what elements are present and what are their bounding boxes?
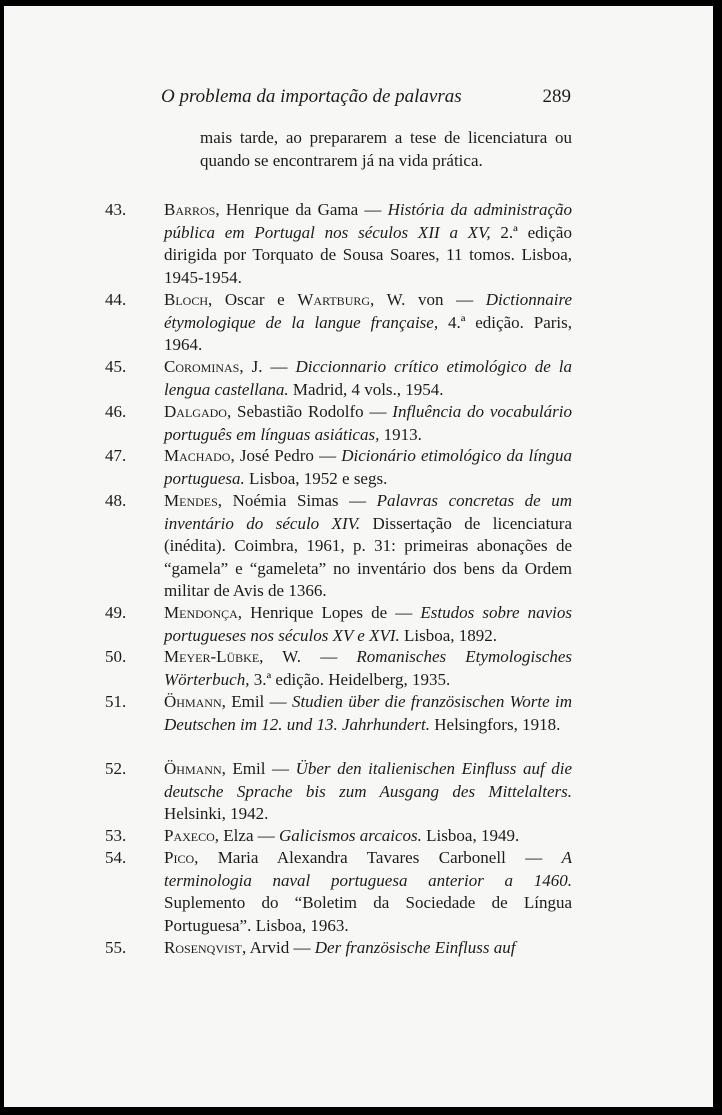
entry-author: Corominas	[164, 357, 240, 376]
page-number: 289	[542, 86, 571, 107]
entry-number: 44.	[105, 290, 127, 309]
entry-author: Dalgado	[164, 402, 227, 421]
bibliography-entry	[105, 825, 572, 848]
entry-work-title: Influência do vocabulário português em línguas asiáticas,	[164, 402, 572, 444]
entry-number: 43.	[105, 200, 127, 219]
entry-text: Mendes, Noémia Simas — Palavras concretas de um inventário do século XIV. Dissertação de licenciatura (inédita). Coimbra, 1961, p. 31: primeiras abonações de “gamela” e “gameleta” no inventário dos bens da Ordem militar de Avis de 1366.	[164, 491, 573, 600]
entry-work-title: Dicionário etimológico da língua portuguesa.	[164, 446, 572, 488]
entry-work-title: História da administração pública em Portugal nos séculos XII a XV,	[164, 200, 572, 242]
bibliography-entry	[105, 847, 572, 937]
entry-author: Mendonça	[164, 603, 238, 622]
continuation-text: mais tarde, ao prepararem a tese de licenciatura ou quando se encontrarem já na vida prática.	[200, 128, 572, 170]
entry-author: Pico	[164, 848, 195, 867]
entry-number: 47.	[105, 446, 127, 465]
entry-work-title: Galicismos arcaicos.	[279, 826, 422, 845]
entry-work-title: Diccionnario crítico etimológico de la lengua castellana.	[164, 357, 572, 399]
entry-author: Bloch	[164, 290, 209, 309]
entry-number: 49.	[105, 603, 127, 622]
entry-number: 50.	[105, 647, 127, 666]
book-page	[4, 6, 713, 1107]
entry-work-title: A terminologia naval portuguesa anterior a 1460.	[164, 848, 572, 890]
running-header	[161, 84, 571, 110]
entry-author: Mendes	[164, 491, 218, 510]
entry-text: Öhmann, Emil — Studien über die französischen Worte im Deutschen im 12. und 13. Jahrhundert. Helsingfors, 1918.	[164, 692, 573, 734]
bibliography-entry	[105, 490, 572, 603]
entry-work-title: Studien über die französischen Worte im Deutschen im 12. und 13. Jahrhundert.	[164, 692, 573, 734]
bibliography-entry	[105, 199, 572, 289]
bibliography-entry	[105, 289, 572, 357]
bibliography-entry	[105, 356, 572, 401]
entry-number: 48.	[105, 491, 127, 510]
entry-author: Öhmann	[164, 692, 222, 711]
entry-author: Machado	[164, 446, 231, 465]
bibliography-entry	[105, 445, 572, 490]
entry-author: Öhmann	[164, 759, 222, 778]
entry-number: 55.	[105, 938, 127, 957]
entry-number: 45.	[105, 357, 127, 376]
entry-text: Paxeco, Elza — Galicismos arcaicos. Lisboa, 1949.	[164, 826, 520, 845]
bibliography-entry	[105, 401, 572, 446]
entry-work-title: Dictionnaire étymologique de la langue française,	[164, 290, 572, 332]
entry-text: Corominas, J. — Diccionnario crítico etimológico de la lengua castellana. Madrid, 4 vols., 1954.	[164, 357, 572, 399]
bibliography-entry	[105, 937, 572, 960]
entry-number: 51.	[105, 692, 127, 711]
entry-text: Rosenqvist, Arvid — Der französische Einfluss auf	[164, 938, 516, 957]
running-title: O problema da importação de palavras	[161, 86, 462, 107]
bibliography-entry	[105, 602, 572, 647]
entry-work-title: Der französische Einfluss auf	[314, 938, 516, 957]
entry-author: Rosenqvist	[164, 938, 243, 957]
entry-number: 54.	[105, 848, 127, 867]
bibliography-entry	[105, 758, 572, 826]
entry-number: 53.	[105, 826, 127, 845]
entry-text: Bloch, Oscar e Wartburg, W. von — Dictionnaire étymologique de la langue française, 4.ª edição. Paris, 1964.	[164, 290, 572, 354]
entry-author: Paxeco	[164, 826, 215, 845]
entry-number: 46.	[105, 402, 127, 421]
entry-text: Dalgado, Sebastião Rodolfo — Influência do vocabulário português em línguas asiáticas, 1913.	[164, 402, 572, 444]
entry-work-title: Romanisches Etymologisches Wörterbuch,	[164, 647, 572, 689]
entry-text: Barros, Henrique da Gama — História da administração pública em Portugal nos séculos XII a XV, 2.ª edição dirigida por Torquato de Sousa Soares, 11 tomos. Lisboa, 1945-1954.	[164, 200, 572, 287]
entry-text: Machado, José Pedro — Dicionário etimológico da língua portuguesa. Lisboa, 1952 e segs.	[164, 446, 572, 488]
entry-text: Meyer-Lübke, W. — Romanisches Etymologisches Wörterbuch, 3.ª edição. Heidelberg, 1935.	[164, 647, 572, 689]
bibliography-entry	[105, 691, 572, 736]
entry-text: Öhmann, Emil — Über den italienischen Einfluss auf die deutsche Sprache bis zum Ausgang des Mittelalters. Helsinki, 1942.	[164, 759, 572, 823]
entry-number: 52.	[105, 759, 127, 778]
entry-author: Wartburg	[297, 290, 371, 309]
bibliography-entry	[105, 646, 572, 691]
entry-text: Mendonça, Henrique Lopes de — Estudos sobre navios portugueses nos séculos XV e XVI. Lisboa, 1892.	[164, 603, 573, 645]
entry-author: Barros	[164, 200, 216, 219]
entry-work-title: Über den italienischen Einfluss auf die deutsche Sprache bis zum Ausgang des Mittelalters.	[164, 759, 572, 801]
entry-author: Meyer-Lübke	[164, 647, 260, 666]
entry-work-title: Palavras concretas de um inventário do século XIV.	[164, 491, 572, 533]
entry-work-title: Estudos sobre navios portugueses nos séculos XV e XVI.	[164, 603, 573, 645]
entry-text: Pico, Maria Alexandra Tavares Carbonell — A terminologia naval portuguesa anterior a 1460. Suplemento do “Boletim da Sociedade de Língua Portuguesa”. Lisboa, 1963.	[164, 848, 572, 935]
